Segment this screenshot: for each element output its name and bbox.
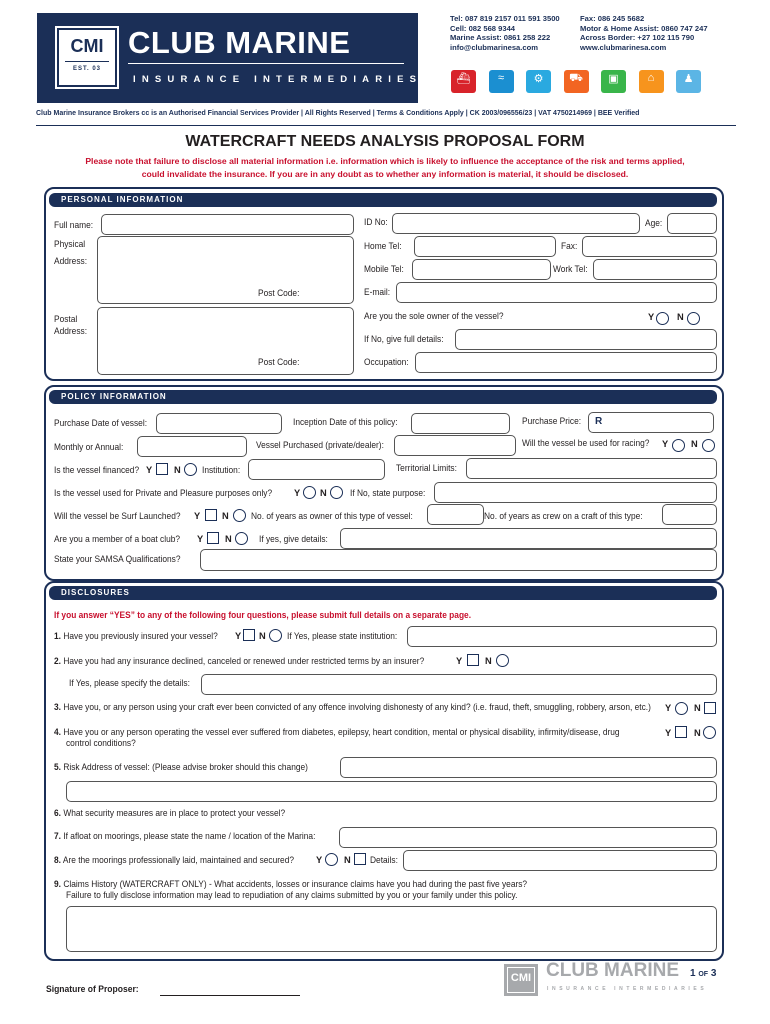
full-name-label: Full name: [54, 220, 94, 230]
sole-owner-no-radio[interactable] [687, 312, 700, 325]
logo-est: EST. 03 [72, 66, 101, 72]
inception-field[interactable] [411, 413, 510, 434]
q1-institution-field[interactable] [407, 626, 717, 647]
postal-code-label: Post Code: [258, 357, 300, 367]
vessel-purchased-field[interactable] [394, 435, 516, 456]
boat-club-details-field[interactable] [340, 528, 717, 549]
financed-label: Is the vessel financed? [54, 465, 140, 475]
currency-symbol: R [595, 416, 603, 427]
q9-claims-field[interactable] [66, 906, 717, 952]
page-title: WATERCRAFT NEEDS ANALYSIS PROPOSAL FORM [185, 133, 585, 150]
warning-line-1: Please note that failure to disclose all material information i.e. information which is likely to influence the acceptance of the risk and terms applied, [85, 156, 685, 166]
age-label: Age: [645, 218, 663, 228]
q8-label: Are the moorings professionally laid, maintained and secured? [62, 855, 295, 865]
policy-section-title: POLICY INFORMATION [49, 390, 717, 404]
monthly-label: Monthly or Annual: [54, 442, 124, 452]
home-tel-field[interactable] [414, 236, 556, 257]
cmi-logo [57, 28, 117, 87]
q7-marina-field[interactable] [339, 827, 717, 848]
q4-label-cont: control conditions? [66, 738, 136, 748]
territorial-label: Territorial Limits: [396, 463, 457, 473]
jetski-icon-glyph: ≈ [497, 72, 505, 84]
people-icon [676, 70, 701, 93]
mobile-tel-field[interactable] [412, 259, 551, 280]
q2-no-radio[interactable] [496, 654, 509, 667]
contact-left: Tel: 087 819 2157 011 591 3500 Cell: 082 568 9344 Marine Assist: 0861 258 222 info@clubmarinesa.com [450, 14, 560, 52]
wave-icon [526, 70, 551, 93]
postal-label: Postal [54, 314, 78, 324]
q2-label: Have you had any insurance declined, canceled or renewed under restricted terms by an insurer? [63, 656, 425, 666]
financed-yes-checkbox[interactable] [156, 463, 168, 475]
disclosures-note: If you answer “YES” to any of the following four questions, please submit full details on a separate page. [54, 610, 472, 620]
q1-label: Have you previously insured your vessel? [63, 631, 218, 641]
q3-yes-radio[interactable] [675, 702, 688, 715]
physical-address-label: Address: [54, 256, 88, 266]
legal-notice: Club Marine Insurance Brokers cc is an Authorised Financial Services Provider | All Rights Reserved | Terms & Conditions Apply | CK 2003/096556/23 | VAT 4750214969 | BEE Verified [36, 110, 640, 117]
purchase-price-field[interactable] [588, 412, 714, 433]
q8-details-field[interactable] [403, 850, 717, 871]
fax-label: Fax: [561, 241, 578, 251]
website-link[interactable]: www.clubmarinesa.com [580, 42, 667, 52]
physical-label: Physical [54, 239, 86, 249]
years-owner-field[interactable] [427, 504, 484, 525]
institution-field[interactable] [248, 459, 385, 480]
post-code-label: Post Code: [258, 288, 300, 298]
years-crew-label: No. of years as crew on a craft of this type: [484, 511, 643, 521]
samsa-label: State your SAMSA Qualifications? [54, 554, 181, 564]
postal-address-field[interactable] [97, 307, 354, 375]
fax-field[interactable] [582, 236, 717, 257]
email-label: E-mail: [364, 287, 391, 297]
racing-yes-radio[interactable] [672, 439, 685, 452]
full-name-field[interactable] [101, 214, 354, 235]
car-icon-glyph: ⛟ [569, 72, 583, 84]
q7-label: If afloat on moorings, please state the name / location of the Marina: [63, 831, 316, 841]
brand-name: CLUB MARINE [128, 25, 351, 60]
boat-icon-glyph: ⛴ [456, 73, 471, 85]
personal-section-title: PERSONAL INFORMATION [49, 193, 717, 207]
email-field[interactable] [396, 282, 717, 303]
home-icon-glyph: ⌂ [647, 72, 655, 84]
state-purpose-label: If No, state purpose: [350, 488, 426, 498]
q4-no-radio[interactable] [703, 726, 716, 739]
q6-label: What security measures are in place to protect your vessel? [63, 808, 286, 818]
postal-address-label: Address: [54, 326, 88, 336]
id-no-label: ID No: [364, 217, 388, 227]
if-no-label: If No, give full details: [364, 334, 444, 344]
boat-club-no-radio[interactable] [235, 532, 248, 545]
footer-brand: CLUB MARINE [546, 960, 679, 981]
email-link[interactable]: info@clubmarinesa.com [450, 42, 539, 52]
q9-label: Claims History (WATERCRAFT ONLY) - What accidents, losses or insurance claims have you had during the past five years? [63, 879, 528, 889]
institution-label: Institution: [202, 465, 241, 475]
surf-no-radio[interactable] [233, 509, 246, 522]
sole-owner-details-field[interactable] [455, 329, 717, 350]
sole-owner-label: Are you the sole owner of the vessel? [364, 311, 504, 321]
signature-label: Signature of Proposer: [46, 984, 139, 995]
work-tel-label: Work Tel: [553, 264, 588, 274]
physical-address-field[interactable] [97, 236, 354, 304]
jetski-icon [489, 70, 514, 93]
vessel-purchased-label: Vessel Purchased (private/dealer): [256, 440, 384, 450]
disclosures-section-title: DISCLOSURES [49, 586, 717, 600]
q8-details-label: Details: [370, 855, 398, 865]
private-use-no-radio[interactable] [330, 486, 343, 499]
purchase-price-label: Purchase Price: [522, 416, 582, 426]
q3-label: Have you, or any person using your craft ever been convicted of any offence involving dishonesty of any kind? (i.e. fraud, theft, smuggling, robbery, arson, etc.) [63, 702, 651, 712]
footer-logo: CMI [504, 964, 538, 996]
age-field[interactable] [667, 213, 717, 234]
surf-label: Will the vessel be Surf Launched? [54, 511, 181, 521]
q1-no-radio[interactable] [269, 629, 282, 642]
financed-no-radio[interactable] [184, 463, 197, 476]
q5-label: Risk Address of vessel: (Please advise broker should this change) [63, 762, 308, 772]
boat-club-label: Are you a member of a boat club? [54, 534, 181, 544]
logo-text: CMI [70, 36, 104, 56]
state-purpose-field[interactable] [434, 482, 717, 503]
give-details-label: If yes, give details: [259, 534, 328, 544]
boat-club-yes-checkbox[interactable] [207, 532, 219, 544]
q2-details-field[interactable] [201, 674, 717, 695]
footer-brand-sub: INSURANCE INTERMEDIARIES [547, 986, 708, 992]
sole-owner-yes-radio[interactable] [656, 312, 669, 325]
q8-yes-radio[interactable] [325, 853, 338, 866]
home-icon [639, 70, 664, 93]
brand-subtitle: INSURANCE INTERMEDIARIES [133, 74, 423, 85]
inception-label: Inception Date of this policy: [293, 417, 398, 427]
signature-line[interactable] [160, 995, 300, 996]
q1-yes-checkbox[interactable] [243, 629, 255, 641]
home-tel-label: Home Tel: [364, 241, 402, 251]
q3-no-checkbox[interactable] [704, 702, 716, 714]
racing-no-radio[interactable] [702, 439, 715, 452]
boat-icon [451, 70, 476, 93]
q4-label: Have you or any person operating the vessel ever suffered from diabetes, epilepsy, heart condition, mental or physical disability, infirmity/disease, drug [63, 727, 620, 737]
q2-details-label: If Yes, please specify the details: [69, 678, 190, 688]
id-no-field[interactable] [392, 213, 640, 234]
territorial-field[interactable] [466, 458, 717, 479]
q4-yes-checkbox[interactable] [675, 726, 687, 738]
wave-icon-glyph: ⚙ [533, 73, 544, 85]
warning-line-2: could invalidate the insurance. If you are in any doubt as to whether any information is material, it should be disclosed. [141, 169, 629, 179]
racing-label: Will the vessel be used for racing? [522, 438, 650, 448]
private-use-label: Is the vessel used for Private and Pleasure purposes only? [54, 488, 273, 498]
page-number: 1 OF 3 [690, 968, 717, 979]
years-owner-label: No. of years as owner of this type of vessel: [251, 511, 413, 521]
q5-risk-address-field-2[interactable] [66, 781, 717, 802]
occupation-label: Occupation: [364, 357, 409, 367]
samsa-field[interactable] [200, 549, 717, 571]
private-use-yes-radio[interactable] [303, 486, 316, 499]
people-icon-glyph: ♟ [683, 73, 694, 85]
q5-risk-address-field[interactable] [340, 757, 717, 778]
q1-institution-label: If Yes, please state institution: [287, 631, 398, 641]
mobile-tel-label: Mobile Tel: [364, 264, 404, 274]
briefcase-icon [601, 70, 626, 93]
q2-yes-checkbox[interactable] [467, 654, 479, 666]
contact-right: Fax: 086 245 5682 Motor & Home Assist: 0860 747 247 Across Border: +27 102 115 790 www.clubmarinesa.com [580, 14, 708, 52]
briefcase-icon-glyph: ▣ [608, 73, 619, 85]
q8-no-checkbox[interactable] [354, 853, 366, 865]
car-icon [564, 70, 589, 93]
work-tel-field[interactable] [593, 259, 717, 280]
surf-yes-checkbox[interactable] [205, 509, 217, 521]
monthly-field[interactable] [137, 436, 247, 457]
purchase-date-field[interactable] [156, 413, 282, 434]
occupation-field[interactable] [415, 352, 717, 373]
q9-note: Failure to fully disclose information may lead to repudiation of any claims submitted by you or your family under this policy. [66, 890, 518, 900]
years-crew-field[interactable] [662, 504, 717, 525]
purchase-date-label: Purchase Date of vessel: [54, 418, 148, 428]
